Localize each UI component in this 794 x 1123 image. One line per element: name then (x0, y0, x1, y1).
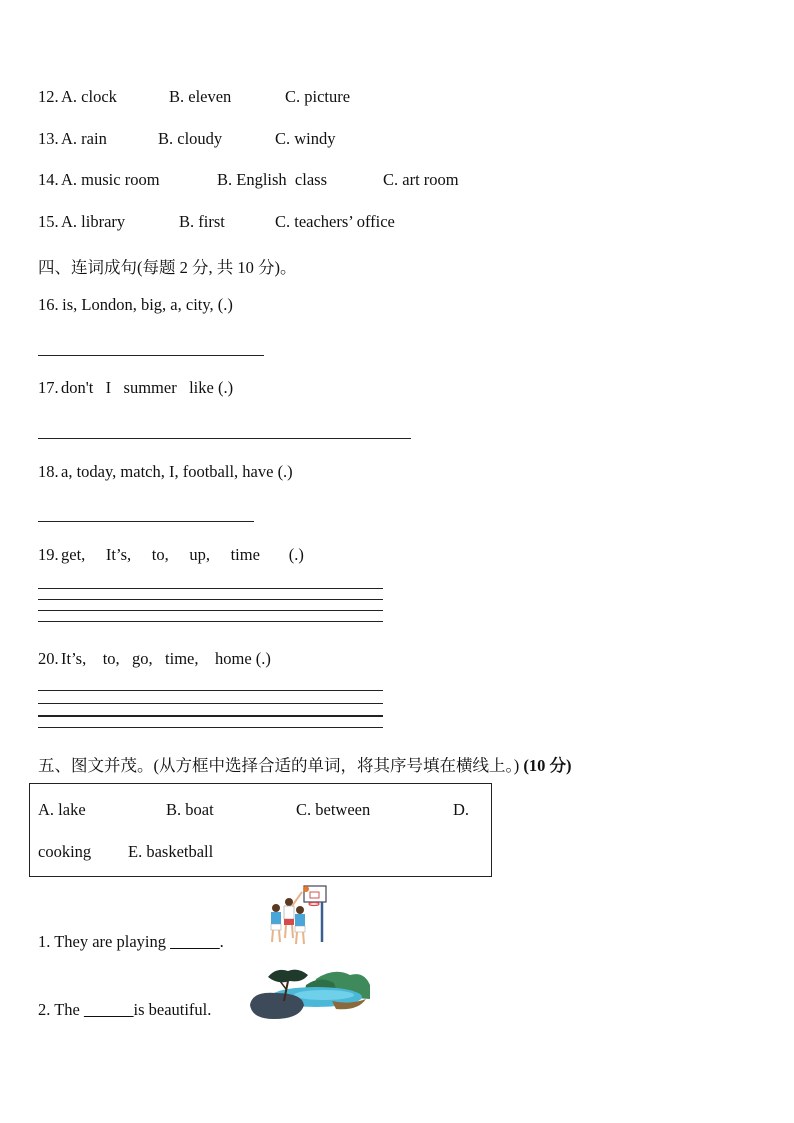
answer-line[interactable] (38, 588, 383, 589)
question-number: 13. (38, 129, 59, 148)
word-list: a, today, match, I, football, have (.) (61, 462, 293, 481)
option-a: A. clock (61, 87, 117, 106)
question-text: 2. The (38, 1000, 84, 1019)
answer-line[interactable] (38, 355, 264, 356)
answer-line[interactable] (38, 610, 383, 611)
word-bank-option-d: D. (453, 800, 470, 819)
question-number: 12. (38, 87, 59, 106)
question-number: 17. (38, 378, 59, 397)
word-bank-option-b: B. boat (166, 800, 214, 819)
option-c: C. windy (275, 129, 336, 148)
word-bank-option-e: E. basketball (128, 842, 214, 861)
answer-line[interactable] (38, 703, 383, 704)
question-number: 15. (38, 212, 59, 231)
word-bank-option-c: C. between (296, 800, 371, 819)
section-5-score: (10 分) (523, 756, 572, 775)
basketball-players-illustration (262, 884, 332, 948)
picture-question-2 (38, 1000, 211, 1020)
question-number: 19. (38, 545, 59, 564)
answer-line[interactable] (38, 438, 411, 439)
answer-line[interactable] (38, 521, 254, 522)
word-list: is, London, big, a, city, (.) (58, 295, 233, 314)
question-end: is beautiful. (133, 1000, 212, 1019)
question-text: 1. They are playing (38, 932, 171, 951)
option-b: B. eleven (169, 87, 232, 106)
question-number: 18. (38, 462, 59, 481)
word-list: get, It’s, to, up, time (.) (61, 545, 304, 564)
answer-line[interactable] (38, 690, 383, 691)
section-4-title: 四、连词成句(每题 2 分, 共 10 分)。 (38, 258, 297, 277)
section-5-heading: 五、图文并茂。(从方框中选择合适的单词，将其序号填在横线上。) (38, 756, 520, 775)
option-b: B. cloudy (158, 129, 223, 148)
option-b: B. English class (217, 170, 327, 189)
question-number: 16. (38, 295, 59, 314)
option-b: B. first (179, 212, 225, 231)
option-a: A. library (61, 212, 126, 231)
option-c: C. art room (383, 170, 459, 189)
picture-question-1 (38, 932, 224, 952)
word-bank-option-a: A. lake (38, 800, 86, 819)
section-5-title (38, 752, 572, 776)
answer-blank[interactable]: ______ (170, 932, 220, 951)
question-number: 14. (38, 170, 59, 189)
answer-line[interactable] (38, 621, 383, 622)
word-list: don't I summer like (.) (61, 378, 234, 397)
question-end: . (219, 932, 224, 951)
lake-illustration (246, 965, 372, 1021)
answer-line[interactable] (38, 599, 383, 600)
option-a: A. music room (61, 170, 160, 189)
word-list: It’s, to, go, time, home (.) (61, 649, 271, 668)
answer-line[interactable] (38, 715, 383, 717)
option-c: C. teachers’ office (275, 212, 395, 231)
word-bank-box (29, 783, 492, 877)
word-bank-option-d-word: cooking (38, 842, 92, 861)
answer-line[interactable] (38, 727, 383, 728)
option-c: C. picture (285, 87, 351, 106)
option-a: A. rain (61, 129, 107, 148)
answer-blank[interactable]: ______ (83, 1000, 134, 1019)
question-number: 20. (38, 649, 59, 668)
